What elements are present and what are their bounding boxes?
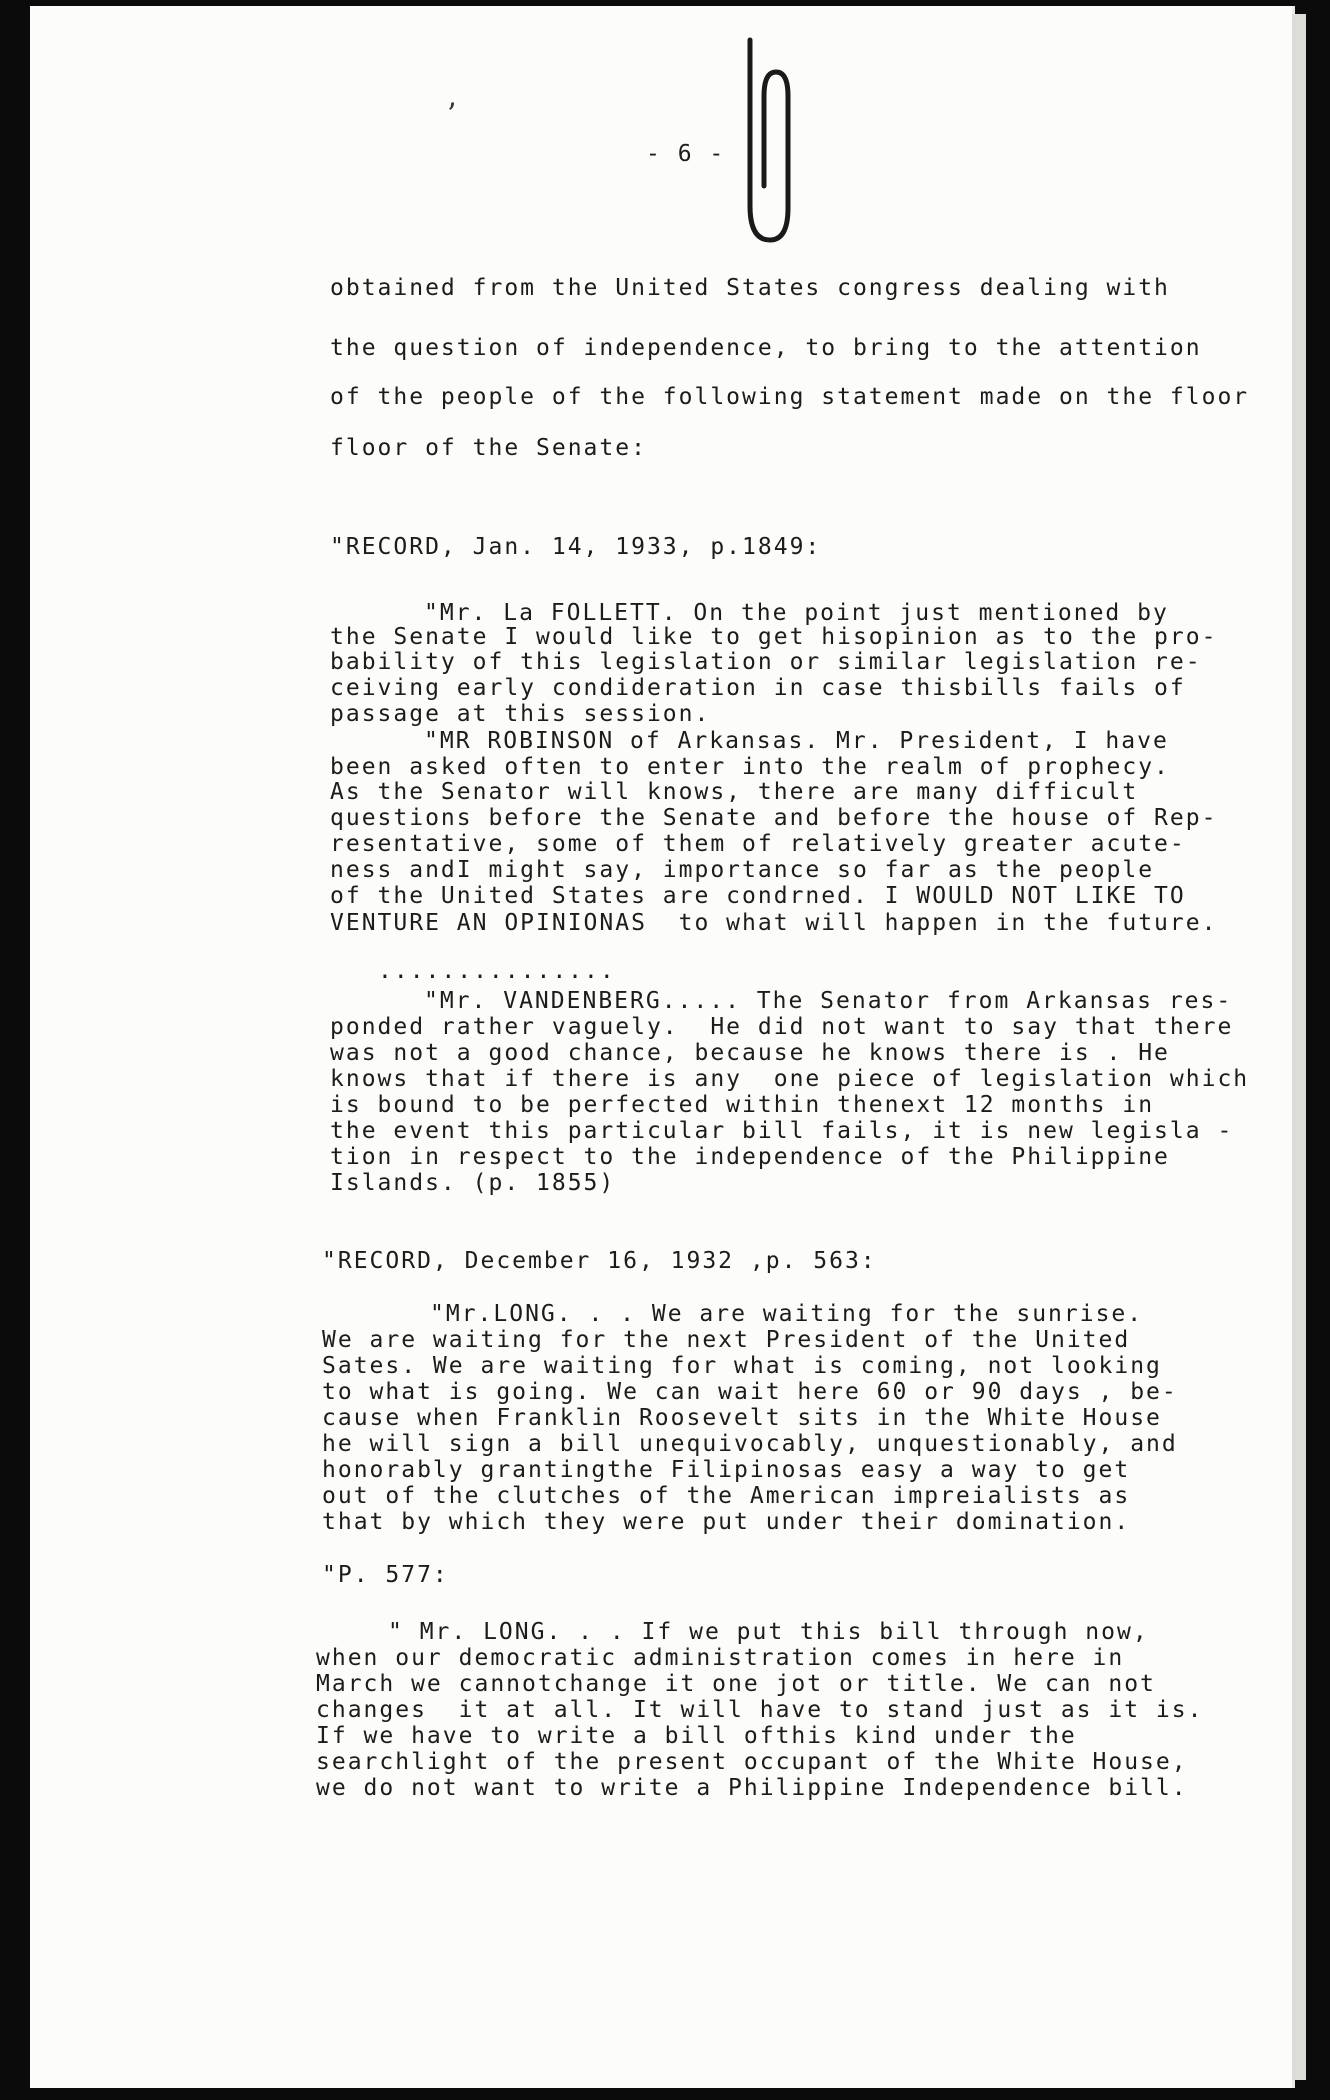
- quote-line: ness andI might say, importance so far as the people: [330, 857, 1155, 883]
- quote-line: "Mr. La FOLLETT. On the point just mentioned by: [424, 600, 1169, 626]
- quote-line: ponded rather vaguely. He did not want to say that there: [330, 1014, 1234, 1040]
- quote-line: of the United States are condrned. I WOULD NOT LIKE TO: [330, 883, 1186, 909]
- quote-line: VENTURE AN OPINIONAS to what will happen in the future.: [330, 910, 1218, 936]
- quote-line: bability of this legislation or similar legislation re-: [330, 649, 1202, 675]
- quote-line: when our democratic administration comes in here in: [316, 1645, 1125, 1671]
- quote-line: ceiving early condideration in case thisbills fails of: [330, 675, 1186, 701]
- quote-line: cause when Franklin Roosevelt sits in the White House: [322, 1405, 1162, 1431]
- quote-line: questions before the Senate and before the house of Rep-: [330, 805, 1218, 831]
- quote-line: Sates. We are waiting for what is coming, not looking: [322, 1353, 1162, 1379]
- quote-line: honorably grantingthe Filipinosas easy a way to get: [322, 1457, 1131, 1483]
- quote-line: March we cannotchange it one jot or title. We can not: [316, 1671, 1156, 1697]
- quote-line: If we have to write a bill ofthis kind under the: [316, 1723, 1077, 1749]
- quote-line: he will sign a bill unequivocably, unquestionably, and: [322, 1431, 1178, 1457]
- record-heading: "RECORD, December 16, 1932 ,p. 563:: [322, 1248, 877, 1274]
- quote-line: that by which they were put under their domination.: [322, 1509, 1131, 1535]
- quote-line: the Senate I would like to get hisopinion as to the pro-: [330, 624, 1218, 650]
- quote-line: knows that if there is any one piece of legislation which: [330, 1066, 1250, 1092]
- quote-line: passage at this session.: [330, 701, 711, 727]
- stray-ink-mark: ʼ: [446, 98, 456, 133]
- page-number: - 6 -: [646, 141, 726, 167]
- quote-line: we do not want to write a Philippine Independence bill.: [316, 1775, 1188, 1801]
- intro-line: the question of independence, to bring to the attention: [330, 335, 1202, 361]
- quote-line: "MR ROBINSON of Arkansas. Mr. President, I have: [424, 728, 1169, 754]
- quote-line: is bound to be perfected within thenext 12 months in: [330, 1092, 1155, 1118]
- quote-line: Islands. (p. 1855): [330, 1170, 616, 1196]
- quote-line: the event this particular bill fails, it is new legisla -: [330, 1118, 1234, 1144]
- ellipsis-divider: ...............: [378, 958, 616, 984]
- page-edge: [1292, 14, 1306, 2080]
- quote-line: been asked often to enter into the realm of prophecy.: [330, 754, 1170, 780]
- quote-line: " Mr. LONG. . . If we put this bill through now,: [388, 1619, 1149, 1645]
- intro-line: floor of the Senate:: [330, 435, 647, 461]
- quote-line: "Mr.LONG. . . We are waiting for the sunrise.: [430, 1301, 1144, 1327]
- intro-line: of the people of the following statement made on the floor: [330, 384, 1250, 410]
- paper-clip-icon: [736, 36, 792, 246]
- quote-line: searchlight of the present occupant of the White House,: [316, 1749, 1188, 1775]
- quote-line: to what is going. We can wait here 60 or 90 days , be-: [322, 1379, 1178, 1405]
- quote-line: "Mr. VANDENBERG..... The Senator from Arkansas res-: [424, 988, 1233, 1014]
- quote-line: tion in respect to the independence of the Philippine: [330, 1144, 1170, 1170]
- quote-line: As the Senator will knows, there are many difficult: [330, 779, 1139, 805]
- quote-line: was not a good chance, because he knows there is . He: [330, 1040, 1170, 1066]
- quote-line: We are waiting for the next President of the United: [322, 1327, 1131, 1353]
- record-subheading: "P. 577:: [322, 1562, 449, 1588]
- quote-line: out of the clutches of the American impreialists as: [322, 1483, 1131, 1509]
- quote-line: resentative, some of them of relatively greater acute-: [330, 831, 1186, 857]
- quote-line: changes it at all. It will have to stand just as it is.: [316, 1697, 1204, 1723]
- intro-line: obtained from the United States congress dealing with: [330, 275, 1170, 301]
- record-heading: "RECORD, Jan. 14, 1933, p.1849:: [330, 534, 822, 560]
